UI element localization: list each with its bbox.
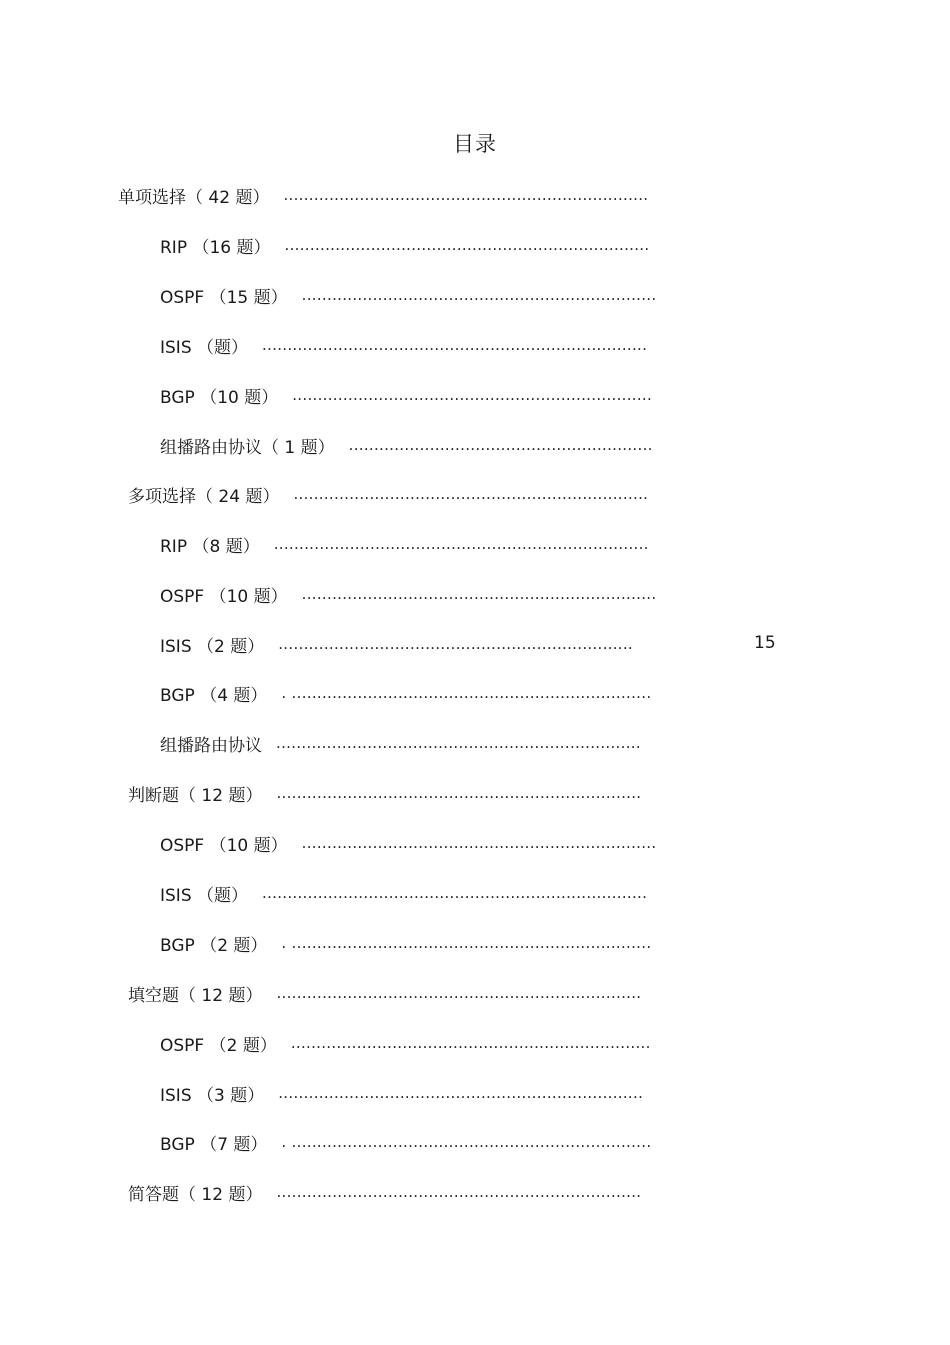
- toc-entry[interactable]: [160, 1030, 676, 1056]
- toc-dot-leader: . .......................................................................: [281, 684, 652, 702]
- toc-entry[interactable]: [160, 830, 680, 856]
- page-title: 目录: [453, 132, 497, 156]
- toc-entry[interactable]: [160, 531, 672, 557]
- toc-dot-leader: ......................................................................: [301, 834, 657, 852]
- toc-entry[interactable]: [160, 631, 654, 657]
- toc-dot-leader: ........................................................................: [276, 784, 642, 802]
- toc-dot-leader: ......................................................................: [293, 485, 649, 503]
- toc-entry-label: OSPF （15 题）: [160, 287, 288, 308]
- toc-entry[interactable]: [128, 1179, 674, 1205]
- toc-entry[interactable]: [128, 980, 674, 1006]
- toc-entry[interactable]: [160, 880, 670, 906]
- toc-dot-leader: ............................................................................: [262, 336, 648, 354]
- toc-entry[interactable]: [118, 182, 676, 208]
- toc-entry-label: OSPF （10 题）: [160, 835, 288, 856]
- toc-entry-label: RIP （8 题）: [160, 536, 260, 557]
- toc-entry-label: 单项选择（ 42 题）: [118, 187, 270, 208]
- toc-entry[interactable]: [160, 1080, 674, 1106]
- toc-dot-leader: ......................................................................: [301, 585, 657, 603]
- toc-entry[interactable]: [160, 282, 680, 308]
- toc-dot-leader: ......................................................................: [278, 635, 633, 653]
- toc-entry-label: BGP （10 题）: [160, 387, 279, 408]
- toc-entry[interactable]: [160, 730, 674, 756]
- toc-entry-label: RIP （16 题）: [160, 237, 271, 258]
- toc-entry[interactable]: [160, 232, 676, 258]
- toc-entry-label: OSPF （2 题）: [160, 1035, 277, 1056]
- toc-entry[interactable]: [128, 780, 674, 806]
- toc-dot-leader: . .......................................................................: [281, 1133, 652, 1151]
- toc-entry-label: BGP （2 题）: [160, 935, 268, 956]
- toc-entry[interactable]: [160, 680, 676, 706]
- toc-entry-label: 简答题（ 12 题）: [128, 1184, 263, 1205]
- toc-dot-leader: ........................................................................: [276, 984, 642, 1002]
- toc-entry-label: 填空题（ 12 题）: [128, 985, 263, 1006]
- toc-dot-leader: ........................................................................: [276, 1183, 642, 1201]
- toc-dot-leader: ........................................................................: [283, 186, 649, 204]
- toc-dot-leader: ........................................................................: [276, 734, 641, 752]
- toc-entry[interactable]: [160, 930, 676, 956]
- toc-entry[interactable]: [128, 481, 678, 507]
- toc-entry[interactable]: [160, 432, 692, 458]
- toc-entry[interactable]: [160, 581, 680, 607]
- toc-entry-label: 判断题（ 12 题）: [128, 785, 263, 806]
- toc-entry-label: ISIS （2 题）: [160, 636, 265, 657]
- toc-dot-leader: .......................................................................: [292, 386, 653, 404]
- toc-entry-label: 多项选择（ 24 题）: [128, 486, 280, 507]
- toc-entry-label: 组播路由协议（ 1 题）: [160, 437, 335, 458]
- toc-entry-label: ISIS （题）: [160, 337, 249, 358]
- toc-entry-label: BGP （7 题）: [160, 1134, 268, 1155]
- toc-entry-label: 组播路由协议: [160, 735, 262, 756]
- toc-entry-label: BGP （4 题）: [160, 685, 268, 706]
- toc-dot-leader: ..........................................................................: [273, 535, 649, 553]
- toc-dot-leader: ........................................................................: [284, 236, 650, 254]
- toc-entry-label: ISIS （3 题）: [160, 1085, 265, 1106]
- toc-entry[interactable]: [160, 1129, 676, 1155]
- toc-entry-label: ISIS （题）: [160, 885, 249, 906]
- toc-entry-label: OSPF （10 题）: [160, 586, 288, 607]
- toc-dot-leader: ........................................................................: [278, 1084, 644, 1102]
- toc-dot-leader: ............................................................................: [262, 884, 648, 902]
- toc-dot-leader: .......................................................................: [290, 1034, 651, 1052]
- toc-dot-leader: ............................................................: [348, 436, 653, 454]
- toc-page-number: 15: [754, 633, 776, 653]
- toc-dot-leader: ......................................................................: [301, 286, 657, 304]
- toc-entry[interactable]: [160, 382, 676, 408]
- toc-entry[interactable]: [160, 332, 670, 358]
- toc-dot-leader: . .......................................................................: [281, 934, 652, 952]
